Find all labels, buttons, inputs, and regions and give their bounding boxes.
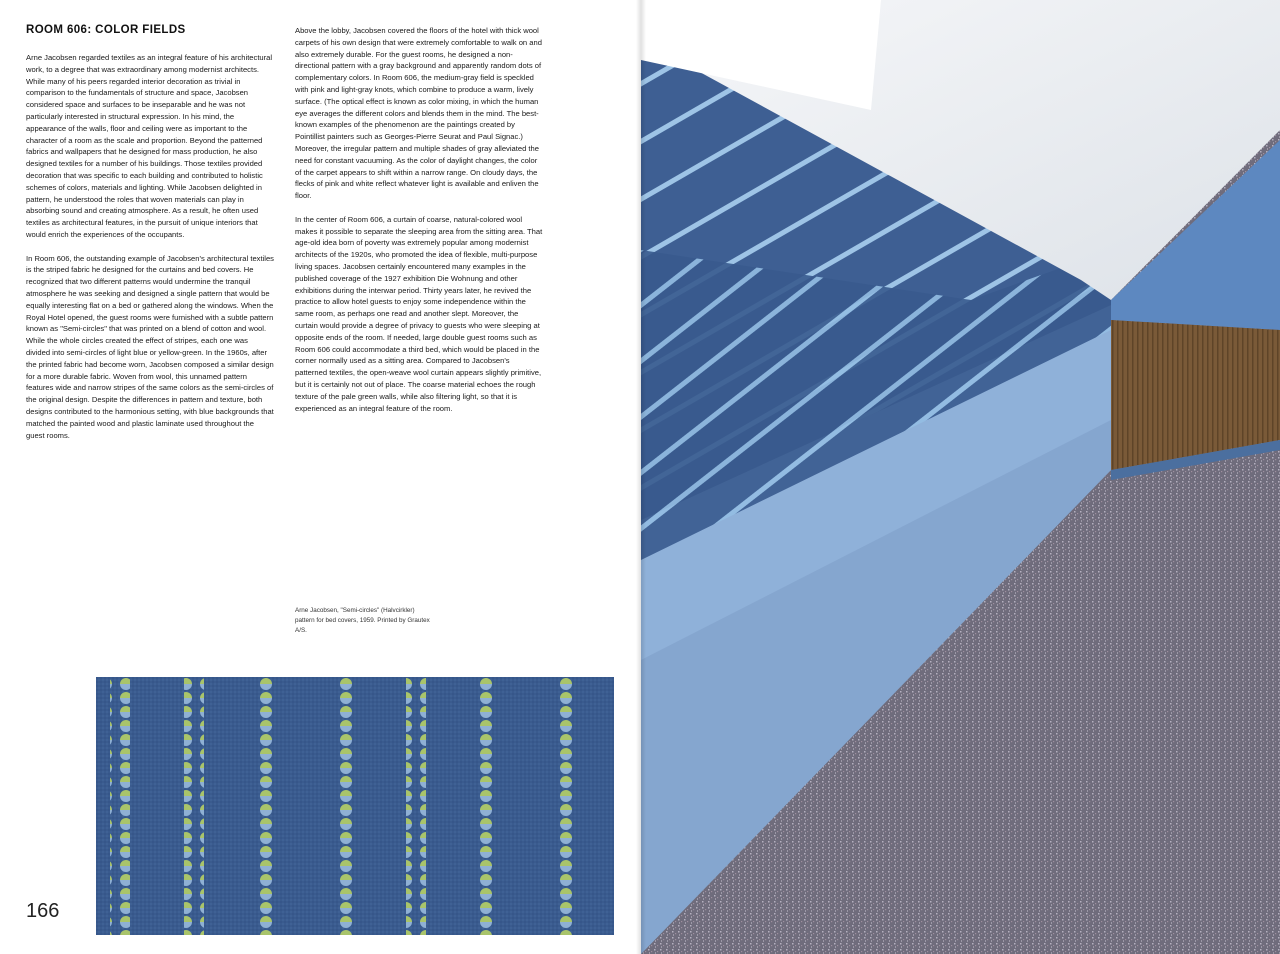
body-paragraph: In the center of Room 606, a curtain of coarse, natural-colored wool makes it possible to separate the sleeping area from the sitting area. That age-old idea born of poverty was extremely popular among modernist architects of the 1920s, who promoted the idea of flexible, multi-purpose living spaces. Jacobsen certainly encountered many examples in the published coverage of the 1927 exhibition Die Wohnung and other exhibitions during the interwar period. Thirty years later, he revived the practice to allow hotel guests to enjoy some independence within the same room, as perhaps one read and another slept. Moreover, the curtain would provide a degree of privacy to guests who were sleeping at opposite ends of the room. If needed, large double guest rooms such as Room 606 could accommodate a third bed, which would be placed in the corner normally used as a sitting area. Compared to Jacobsen's patterned textiles, the open-weave wool curtain appears slightly primitive, but it is certainly not out of place. The coarse material echoes the rough texture of the pale green walls, while also filtering light, so that it is experienced as an integral feature of the room. [295, 214, 543, 413]
section-heading: ROOM 606: COLOR FIELDS [26, 24, 186, 36]
body-paragraph: In Room 606, the outstanding example of Jacobsen's architectural textiles is the striped fabric he designed for the curtains and bed covers. He recognized that two different patterns would undermine the tranquil atmosphere he was seeking and designed a single pattern that would be equally interesting flat on a bed or gathered along the windows. When the Royal Hotel opened, the guest rooms were furnished with a subtle pattern known as "Semi-circles" that was printed on a blend of cotton and wool. While the whole circles created the effect of stripes, each one was divided into semi-circles of light blue or yellow-green. In the 1960s, after the printed fabric had become worn, Jacobsen composed a similar design for a more durable fabric. Woven from wool, this unnamed pattern features wide and narrow stripes of the same colors as the semi-circles of the original design. Despite the differences in pattern and texture, both designs contributed to the harmonious setting, with blue backgrounds that matched the painted wood and plastic laminate used throughout the guest rooms. [26, 253, 274, 440]
body-paragraph: Arne Jacobsen regarded textiles as an integral feature of his architectural work, to a degree that was extraordinary among modernist architects. While many of his peers regarded interior decoration as trivial in comparison to the fundamentals of structure and space, Jacobsen considered space and surfaces to be inseparable and he was not particularly interested in structural expression. In his mind, the appearance of the walls, floor and ceiling were as important to the character of a room as the scale and proportion. Beyond the patterned fabrics and wallpapers that he designed for mass production, he also designed textiles for a number of his buildings. Those textiles provided decoration that was specific to each building and contributed to holistic schemes of colors, materials and lighting. While Jacobsen delighted in pattern, he understood the roles that woven materials can play in absorbing sound and creating atmosphere. As a result, he often used textiles as architectural features, in the pursuit of unique interiors that would enrich the experiences of the occupants. [26, 53, 273, 239]
text-column-left [26, 52, 274, 453]
room-606-bed-photo [641, 0, 1280, 954]
page-number: 166 [26, 900, 60, 922]
body-paragraph: Above the lobby, Jacobsen covered the floors of the hotel with thick wool carpets of his own design that were extremely comfortable to walk on and also extremely durable. For the guest rooms, he designed a non-directional pattern with a gray background and apparently random dots of complementary colors. In Room 606, the medium-gray field is speckled with pink and light-gray knots, which combine to produce a warm, lively surface. (The optical effect is known as color mixing, in which the human eye averages the different colors and blends them in the mind. The best-known examples of the phenomenon are the paintings created by Pointillist painters such as Georges-Pierre Seurat and Paul Signac.) Moreover, the irregular pattern and multiple shades of gray alleviated the need for constant vacuuming. As the color of daylight changes, the color of the carpet appears to shift within a narrow range. On cloudy days, the flecks of pink and white reflect whatever light is available and enliven the floor. [295, 26, 542, 201]
semi-circles-fabric-image [96, 677, 614, 935]
figure-caption: Arne Jacobsen, "Semi-circles" (Halvcirkler) pattern for bed covers, 1959. Printed by Grautex A/S. [295, 607, 430, 634]
text-column-right [295, 25, 543, 426]
